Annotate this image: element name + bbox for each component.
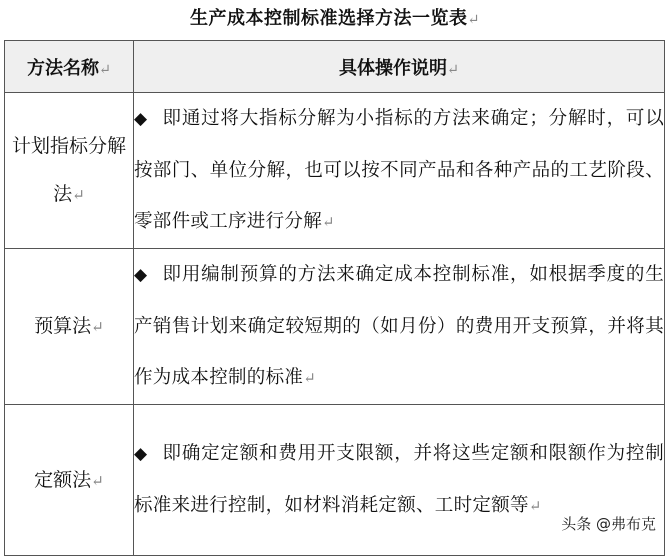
method-description: 即确定定额和费用开支限额，并将这些定额和限额作为控制标准来进行控制，如材料消耗定额、工时定额等	[134, 443, 664, 516]
description-cell	[134, 249, 665, 405]
method-name-cell	[5, 93, 134, 249]
header-description	[134, 41, 665, 93]
return-mark: ↵	[528, 498, 542, 515]
return-mark: ↵	[98, 61, 112, 78]
method-description: 即通过将大指标分解为小指标的方法来确定；分解时，可以按部门、单位分解，也可以按不同产品和各种产品的工艺阶段、零部件或工序进行分解	[134, 108, 664, 232]
return-mark: ↵	[446, 61, 460, 78]
return-mark: ↵	[91, 471, 104, 490]
description-cell	[134, 93, 665, 249]
document-title	[0, 4, 670, 30]
return-mark: ↵	[467, 12, 481, 28]
header-description-text: 具体操作说明	[338, 57, 447, 79]
method-name-cell	[5, 405, 134, 556]
return-mark: ↵	[322, 214, 335, 231]
watermark: 头条 @弗布克	[561, 515, 656, 533]
method-name: 计划指标分解法	[11, 135, 126, 205]
bullet-diamond-icon: ◆	[134, 444, 148, 464]
method-name-cell	[5, 249, 134, 405]
header-method-name	[5, 41, 134, 93]
header-row	[5, 41, 665, 93]
header-method-name-text: 方法名称	[26, 57, 99, 79]
return-mark: ↵	[91, 318, 104, 336]
title-text: 生产成本控制标准选择方法一览表	[189, 8, 468, 29]
method-table	[4, 40, 665, 556]
return-mark: ↵	[72, 186, 85, 204]
bullet-diamond-icon: ◆	[134, 265, 148, 285]
method-name: 预算法	[34, 315, 92, 337]
table-row	[5, 249, 665, 405]
bullet-diamond-icon: ◆	[134, 109, 148, 129]
table-row	[5, 93, 665, 249]
method-name: 定额法	[34, 468, 92, 491]
method-description: 即用编制预算的方法来确定成本控制标准，如根据季度的生产销售计划来确定较短期的（如月份）的费用开支预算，并将其作为成本控制的标准	[134, 264, 664, 388]
return-mark: ↵	[303, 370, 316, 387]
